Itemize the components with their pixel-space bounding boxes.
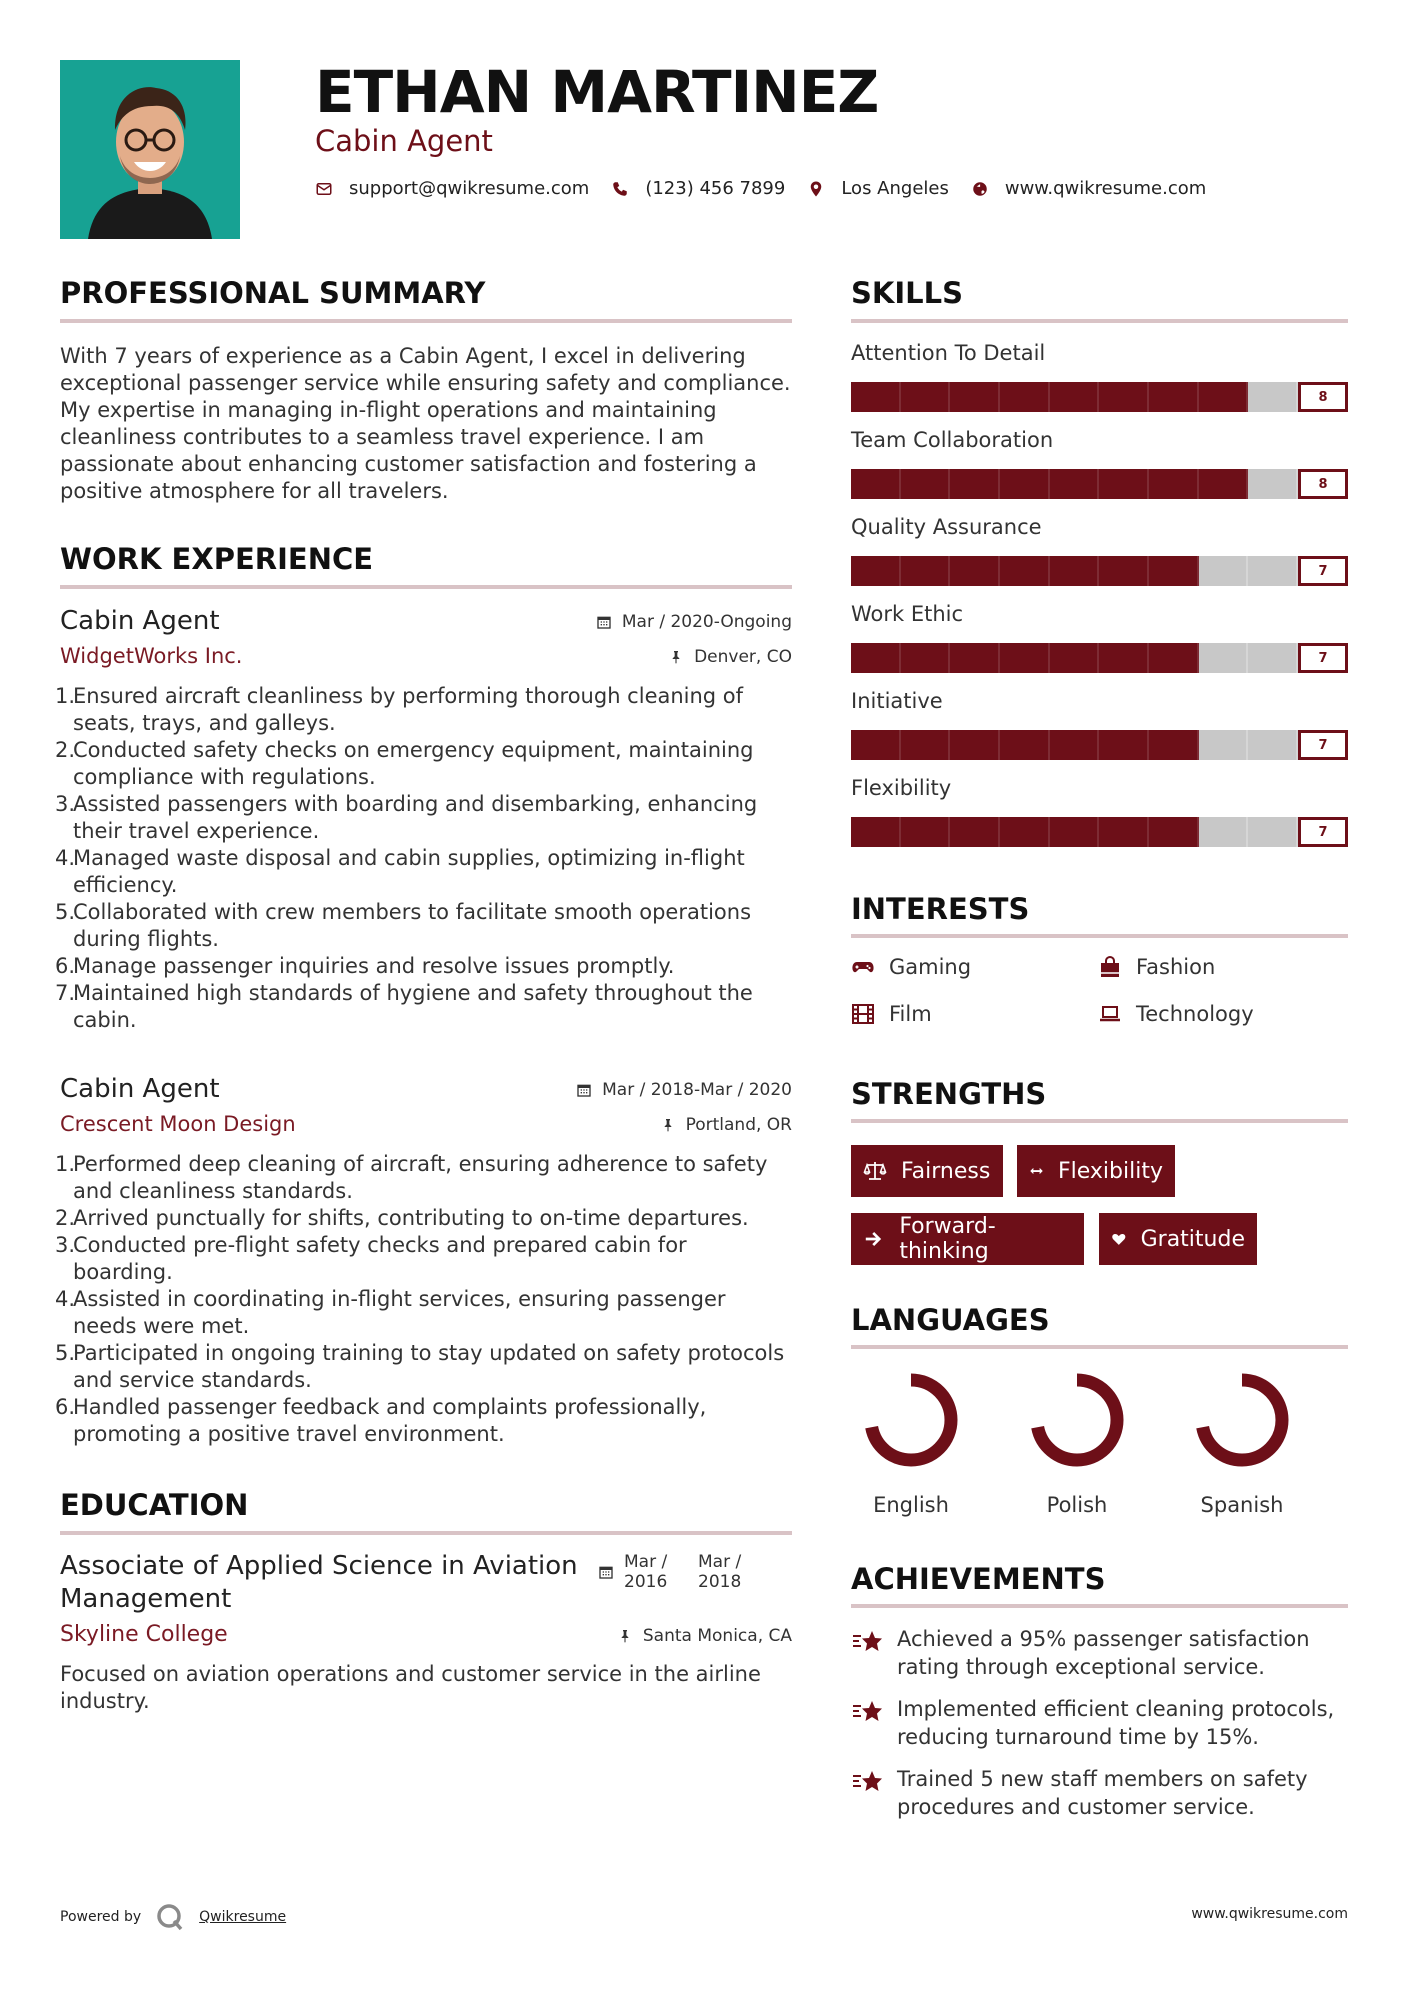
list-item-text: Maintained high standards of hygiene and safety throughout the cabin. [73, 981, 753, 1032]
skill-segment [1199, 817, 1249, 847]
list-item-text: Performed deep cleaning of aircraft, ensuring adherence to safety and cleanliness standards. [73, 1152, 768, 1203]
education-divider [60, 1531, 792, 1535]
skill-name: Initiative [851, 689, 943, 713]
footer-powered-by [60, 1902, 286, 1932]
interest-item [851, 955, 971, 979]
achievement-text: Implemented efficient cleaning protocols, reducing turnaround time by 15%. [897, 1697, 1335, 1749]
envelope-icon [315, 180, 333, 198]
skill-segment [1000, 469, 1050, 499]
skill-segment [1050, 382, 1100, 412]
education-end: Mar / 2018 [698, 1552, 742, 1592]
language-ring [1192, 1370, 1292, 1470]
candidate-title: Cabin Agent [315, 124, 493, 158]
skill-name: Team Collaboration [851, 428, 1054, 452]
skill-segment [1050, 643, 1100, 673]
skill-segment [1248, 817, 1298, 847]
list-item-number: 5. [55, 900, 76, 924]
skill-segment [1050, 469, 1100, 499]
language-name: Spanish [1200, 1493, 1284, 1517]
skills-divider [851, 319, 1348, 323]
list-item [55, 1394, 792, 1448]
job-location [668, 647, 792, 667]
skill-bar [851, 643, 1348, 673]
skill-segment [1099, 730, 1149, 760]
list-item [55, 1151, 792, 1205]
strength-label: Gratitude [1140, 1226, 1245, 1252]
profile-photo [60, 60, 240, 239]
achievements-divider [851, 1604, 1348, 1608]
list-item-text: Manage passenger inquiries and resolve issues promptly. [73, 954, 675, 978]
language-item [851, 1370, 971, 1517]
list-item-text: Conducted pre-flight safety checks and prepared cabin for boarding. [73, 1233, 687, 1284]
job-date-text: Mar / 2018-Mar / 2020 [602, 1080, 792, 1100]
language-name: English [873, 1493, 949, 1517]
list-item-number: 7. [55, 981, 76, 1005]
skill-segment [1050, 556, 1100, 586]
skill-segment [950, 817, 1000, 847]
footer-website[interactable]: www.qwikresume.com [1191, 1906, 1348, 1922]
education-description: Focused on aviation operations and customer service in the airline industry. [60, 1662, 761, 1713]
contact-phone-text: (123) 456 7899 [645, 178, 786, 199]
shopping-bag-icon [1098, 955, 1122, 979]
list-item-number: 3. [55, 792, 76, 816]
skill-segment [1248, 382, 1298, 412]
job-date-text: Mar / 2020-Ongoing [621, 612, 792, 632]
skill-segment [950, 469, 1000, 499]
skill-level-box: 7 [1298, 817, 1348, 847]
achievement-text: Achieved a 95% passenger satisfaction rating through exceptional service. [897, 1627, 1310, 1679]
strength-tag [851, 1213, 1084, 1265]
skill-item [851, 341, 1348, 405]
skill-level-box: 7 [1298, 556, 1348, 586]
interest-item [1098, 955, 1215, 979]
skill-name: Work Ethic [851, 602, 964, 626]
skill-bar [851, 382, 1348, 412]
list-item-number: 4. [55, 1287, 76, 1311]
job-location-text: Portland, OR [685, 1115, 792, 1135]
job-date [576, 1080, 792, 1100]
strength-label: Forward-thinking [899, 1214, 996, 1264]
skill-segment [1149, 643, 1199, 673]
skill-segment [1099, 817, 1149, 847]
contact-website[interactable] [971, 178, 1206, 199]
job-company: Crescent Moon Design [60, 1112, 296, 1136]
skill-segment [901, 382, 951, 412]
list-item-text: Managed waste disposal and cabin supplies, optimizing in-flight efficiency. [73, 846, 745, 897]
list-item [55, 791, 792, 845]
list-item-number: 1. [55, 1152, 76, 1176]
summary-divider [60, 319, 792, 323]
skill-bar [851, 556, 1348, 586]
list-item-text: Collaborated with crew members to facilitate smooth operations during flights. [73, 900, 752, 951]
list-item-number: 6. [55, 1395, 76, 1419]
skill-segment [1000, 730, 1050, 760]
skill-name: Flexibility [851, 776, 952, 800]
list-item-text: Handled passenger feedback and complaints professionally, promoting a positive travel environment. [73, 1395, 707, 1446]
avatar [60, 60, 240, 239]
strength-label: Flexibility [1058, 1158, 1163, 1184]
skill-segment [851, 730, 901, 760]
map-pin-icon [807, 180, 825, 198]
skill-segment [851, 643, 901, 673]
list-item [55, 1205, 792, 1232]
language-ring [1027, 1370, 1127, 1470]
education-start: Mar / 2016 [624, 1552, 668, 1592]
interest-item [851, 1002, 932, 1026]
job-title: Cabin Agent [60, 1074, 220, 1104]
contact-location [807, 178, 949, 199]
list-item [55, 1232, 792, 1286]
language-name: Polish [1046, 1493, 1108, 1517]
skill-name: Quality Assurance [851, 515, 1042, 539]
skill-segment [950, 382, 1000, 412]
calendar-icon [596, 614, 612, 630]
skill-segment [1099, 382, 1149, 412]
arrow-right-icon [863, 1227, 885, 1251]
list-item [55, 980, 792, 1034]
list-item [55, 845, 792, 899]
job-company: WidgetWorks Inc. [60, 644, 243, 668]
summary-text: With 7 years of experience as a Cabin Agent, I excel in delivering exceptional passenger service while ensuring safety and compliance. My expertise in managing in-flight operations and maintaining cleanliness contributes to a seamless travel experience. I am passionate about enhancing customer satisfaction and fostering a positive atmosphere for all travelers. [60, 344, 791, 503]
skill-item [851, 515, 1348, 579]
contact-website-text: www.qwikresume.com [1004, 178, 1207, 199]
skill-segment [1050, 817, 1100, 847]
list-item [55, 899, 792, 953]
skill-level-box: 7 [1298, 730, 1348, 760]
skill-segment [851, 556, 901, 586]
heart-icon [1111, 1227, 1127, 1251]
pushpin-icon [660, 1117, 676, 1133]
education-heading: EDUCATION [60, 1488, 249, 1522]
education-location-text: Santa Monica, CA [642, 1626, 792, 1646]
interest-label: Technology [1136, 1002, 1254, 1026]
interests-heading: INTERESTS [851, 892, 1030, 926]
list-item-number: 1. [55, 684, 76, 708]
skill-segment [901, 817, 951, 847]
skill-level-box: 8 [1298, 382, 1348, 412]
skill-bar [851, 730, 1348, 760]
strength-label: Fairness [901, 1158, 991, 1184]
list-item-text: Assisted in coordinating in-flight services, ensuring passenger needs were met. [73, 1287, 726, 1338]
contact-bar [315, 178, 1228, 199]
powered-by-text: Powered by [60, 1909, 142, 1925]
calendar-icon [576, 1082, 592, 1098]
skill-segment [1149, 556, 1199, 586]
list-item-number: 6. [55, 954, 76, 978]
skills-heading: SKILLS [851, 276, 963, 310]
skill-segment [851, 382, 901, 412]
job-entry [55, 1074, 792, 1448]
skill-segment [1248, 643, 1298, 673]
contact-location-text: Los Angeles [841, 178, 949, 199]
list-item [55, 953, 792, 980]
skill-segment [950, 730, 1000, 760]
skill-segment [1000, 817, 1050, 847]
job-bullets [55, 1151, 792, 1448]
language-item [1182, 1370, 1302, 1517]
skill-segment [1099, 643, 1149, 673]
list-item-number: 3. [55, 1233, 76, 1257]
skill-segment [1149, 469, 1199, 499]
education-school: Skyline College [60, 1622, 228, 1647]
languages-heading: LANGUAGES [851, 1303, 1050, 1337]
skill-segment [1248, 469, 1298, 499]
skill-segment [901, 730, 951, 760]
job-bullets [55, 683, 792, 1034]
achievements-heading: ACHIEVEMENTS [851, 1562, 1106, 1596]
list-item-number: 5. [55, 1341, 76, 1365]
job-location [660, 1115, 792, 1135]
achievement-text: Trained 5 new staff members on safety procedures and customer service. [897, 1767, 1308, 1819]
achievement-item [851, 1765, 1348, 1821]
job-date [596, 612, 792, 632]
skill-segment [1248, 730, 1298, 760]
contact-email-text: support@qwikresume.com [349, 178, 590, 199]
skill-item [851, 689, 1348, 753]
education-entry [60, 1550, 792, 1715]
skill-segment [901, 643, 951, 673]
skill-segment [1199, 556, 1249, 586]
skill-segment [1000, 382, 1050, 412]
strength-tag [1017, 1145, 1175, 1197]
skill-bar [851, 817, 1348, 847]
strength-tag [1099, 1213, 1257, 1265]
double-arrow-icon [1029, 1159, 1044, 1183]
list-item-number: 2. [55, 738, 76, 762]
list-item-number: 2. [55, 1206, 76, 1230]
languages-divider [851, 1345, 1348, 1349]
skill-name: Attention To Detail [851, 341, 1046, 365]
interest-label: Fashion [1136, 955, 1216, 979]
list-item [55, 1340, 792, 1394]
list-item-text: Conducted safety checks on emergency equipment, maintaining compliance with regulations. [73, 738, 754, 789]
globe-icon [971, 180, 989, 198]
skill-segment [1199, 643, 1249, 673]
language-item [1017, 1370, 1137, 1517]
skill-segment [1000, 643, 1050, 673]
list-item-text: Ensured aircraft cleanliness by performing thorough cleaning of seats, trays, and galleys. [73, 684, 744, 735]
qwikresume-logo-icon [155, 1902, 185, 1932]
skill-item [851, 602, 1348, 666]
balance-scale-icon [863, 1159, 887, 1183]
education-location [617, 1626, 792, 1646]
list-item [55, 1286, 792, 1340]
strengths-divider [851, 1119, 1348, 1123]
skill-segment [901, 469, 951, 499]
strength-tag [851, 1145, 1003, 1197]
experience-heading: WORK EXPERIENCE [60, 542, 374, 576]
job-location-text: Denver, CO [694, 647, 792, 667]
skill-bar [851, 469, 1348, 499]
skill-segment [950, 643, 1000, 673]
achievement-item [851, 1695, 1348, 1751]
star-icon [851, 1697, 885, 1727]
interests-divider [851, 934, 1348, 938]
language-ring [861, 1370, 961, 1470]
education-degree: Associate of Applied Science in Aviation Management [60, 1551, 578, 1614]
experience-divider [60, 585, 792, 589]
skill-segment [1149, 382, 1199, 412]
contact-phone[interactable] [611, 178, 785, 199]
skill-level-box: 7 [1298, 643, 1348, 673]
interest-label: Gaming [889, 955, 972, 979]
list-item-text: Assisted passengers with boarding and disembarking, enhancing their travel experience. [73, 792, 758, 843]
skill-segment [1099, 469, 1149, 499]
list-item [55, 737, 792, 791]
interest-item [1098, 1002, 1254, 1026]
skill-segment [901, 556, 951, 586]
skill-segment [851, 469, 901, 499]
list-item-text: Participated in ongoing training to stay updated on safety protocols and service standards. [73, 1341, 785, 1392]
skill-segment [851, 817, 901, 847]
strengths-heading: STRENGTHS [851, 1077, 1047, 1111]
skill-item [851, 776, 1348, 840]
laptop-icon [1098, 1002, 1122, 1026]
skill-segment [1248, 556, 1298, 586]
list-item [55, 683, 792, 737]
list-item-number: 4. [55, 846, 76, 870]
skill-segment [1099, 556, 1149, 586]
skill-segment [1199, 469, 1249, 499]
skill-segment [1149, 817, 1199, 847]
skill-segment [1199, 382, 1249, 412]
skill-segment [1000, 556, 1050, 586]
job-entry [55, 606, 792, 1034]
skill-segment [1199, 730, 1249, 760]
film-icon [851, 1002, 875, 1026]
pushpin-icon [668, 649, 684, 665]
star-icon [851, 1767, 885, 1797]
job-title: Cabin Agent [60, 606, 220, 636]
achievement-item [851, 1625, 1348, 1681]
calendar-icon [598, 1564, 614, 1580]
phone-icon [611, 180, 629, 198]
skill-level-box: 8 [1298, 469, 1348, 499]
star-icon [851, 1627, 885, 1657]
contact-email[interactable] [315, 178, 589, 199]
candidate-name: ETHAN MARTINEZ [315, 58, 879, 126]
skill-segment [1050, 730, 1100, 760]
list-item-text: Arrived punctually for shifts, contributing to on-time departures. [73, 1206, 749, 1230]
skill-segment [1149, 730, 1199, 760]
interest-label: Film [889, 1002, 932, 1026]
skill-segment [950, 556, 1000, 586]
education-dates [598, 1552, 772, 1592]
gamepad-icon [851, 955, 875, 979]
pushpin-icon [617, 1628, 633, 1644]
summary-heading: PROFESSIONAL SUMMARY [60, 276, 486, 310]
brand-link[interactable]: Qwikresume [199, 1909, 287, 1925]
skill-item [851, 428, 1348, 492]
